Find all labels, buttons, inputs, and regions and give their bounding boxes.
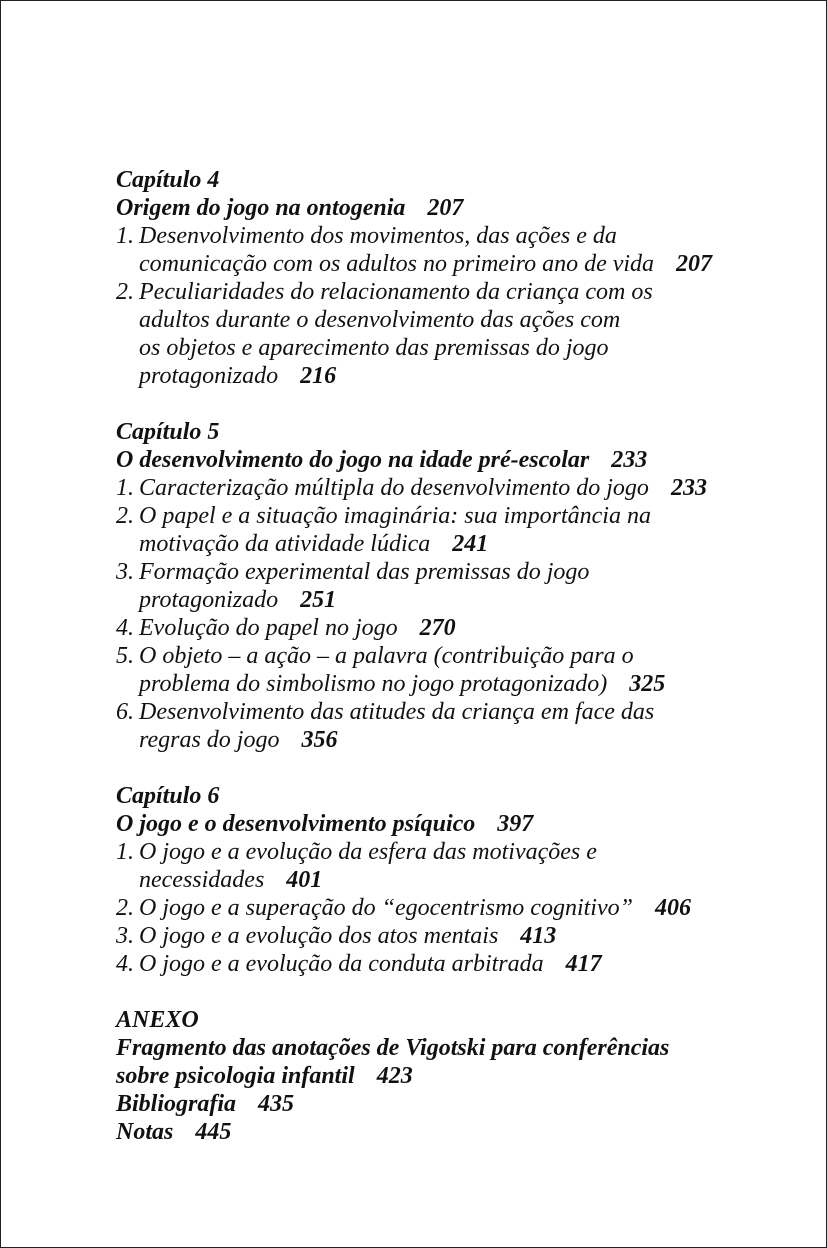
bibliography-entry: Bibliografia 435 <box>116 1091 295 1117</box>
toc-entry: 5. O objeto – a ação – a palavra (contribuição para o problema do simbolismo no jogo protagonizado) 325 <box>116 643 666 697</box>
toc-entry: 3. O jogo e a evolução dos atos mentais 413 <box>116 923 557 949</box>
chapter-title: O desenvolvimento do jogo na idade pré-escolar 233 <box>116 447 648 473</box>
annex-section <box>116 1006 796 1146</box>
page-number: 417 <box>565 951 602 977</box>
notes-entry: Notas 445 <box>116 1119 232 1145</box>
annex-label: ANEXO <box>116 1007 199 1033</box>
toc-entry: 2. O jogo e a superação do “egocentrismo cognitivo” 406 <box>116 895 691 921</box>
chapter-title: O jogo e o desenvolvimento psíquico 397 <box>116 811 534 837</box>
page-number: 423 <box>376 1063 413 1089</box>
annex-title-cont: sobre psicologia infantil 423 <box>116 1063 413 1089</box>
page-number: 406 <box>654 895 691 921</box>
toc-entry: 6. Desenvolvimento das atitudes da criança em face das regras do jogo 356 <box>116 699 655 753</box>
toc-entry: 4. O jogo e a evolução da conduta arbitrada 417 <box>116 951 602 977</box>
chapter-4 <box>116 166 796 390</box>
page-number: 445 <box>195 1119 232 1145</box>
chapter-5 <box>116 418 796 754</box>
page-number: 233 <box>611 447 648 473</box>
toc-entry: 1. Caracterização múltipla do desenvolvimento do jogo 233 <box>116 475 707 501</box>
annex-title: Fragmento das anotações de Vigotski para conferências <box>116 1035 670 1061</box>
page-number: 435 <box>258 1091 295 1117</box>
toc-entry: 3. Formação experimental das premissas do jogo protagonizado 251 <box>116 559 590 613</box>
chapter-label: Capítulo 6 <box>116 783 220 809</box>
chapter-label: Capítulo 4 <box>116 167 220 193</box>
page-number: 356 <box>301 727 338 753</box>
page-number: 401 <box>286 867 323 893</box>
page-number: 216 <box>300 363 337 389</box>
toc-entry: 4. Evolução do papel no jogo 270 <box>116 615 456 641</box>
chapter-label: Capítulo 5 <box>116 419 220 445</box>
page-number: 207 <box>676 251 713 277</box>
page-number: 325 <box>629 671 666 697</box>
toc-entry: 2. O papel e a situação imaginária: sua importância na motivação da atividade lúdica 241 <box>116 503 651 557</box>
toc-entry: 1. O jogo e a evolução da esfera das motivações e necessidades 401 <box>116 839 597 893</box>
page-number: 413 <box>520 923 557 949</box>
page-number: 251 <box>300 587 337 613</box>
page-number: 233 <box>670 475 707 501</box>
toc-entry: 1. Desenvolvimento dos movimentos, das ações e da comunicação com os adultos no primeiro ano de vida 207 <box>116 223 713 277</box>
page-number: 270 <box>419 615 456 641</box>
chapter-6 <box>116 782 796 978</box>
page-number: 241 <box>452 531 489 557</box>
table-of-contents <box>116 166 796 1146</box>
chapter-title: Origem do jogo na ontogenia 207 <box>116 195 464 221</box>
toc-entry: 2. Peculiaridades do relacionamento da criança com os adultos durante o desenvolvimento das ações com os objetos e aparecimento das premissas do jogo protagonizado 216 <box>116 279 653 389</box>
page-number: 397 <box>497 811 534 837</box>
page-number: 207 <box>427 195 464 221</box>
